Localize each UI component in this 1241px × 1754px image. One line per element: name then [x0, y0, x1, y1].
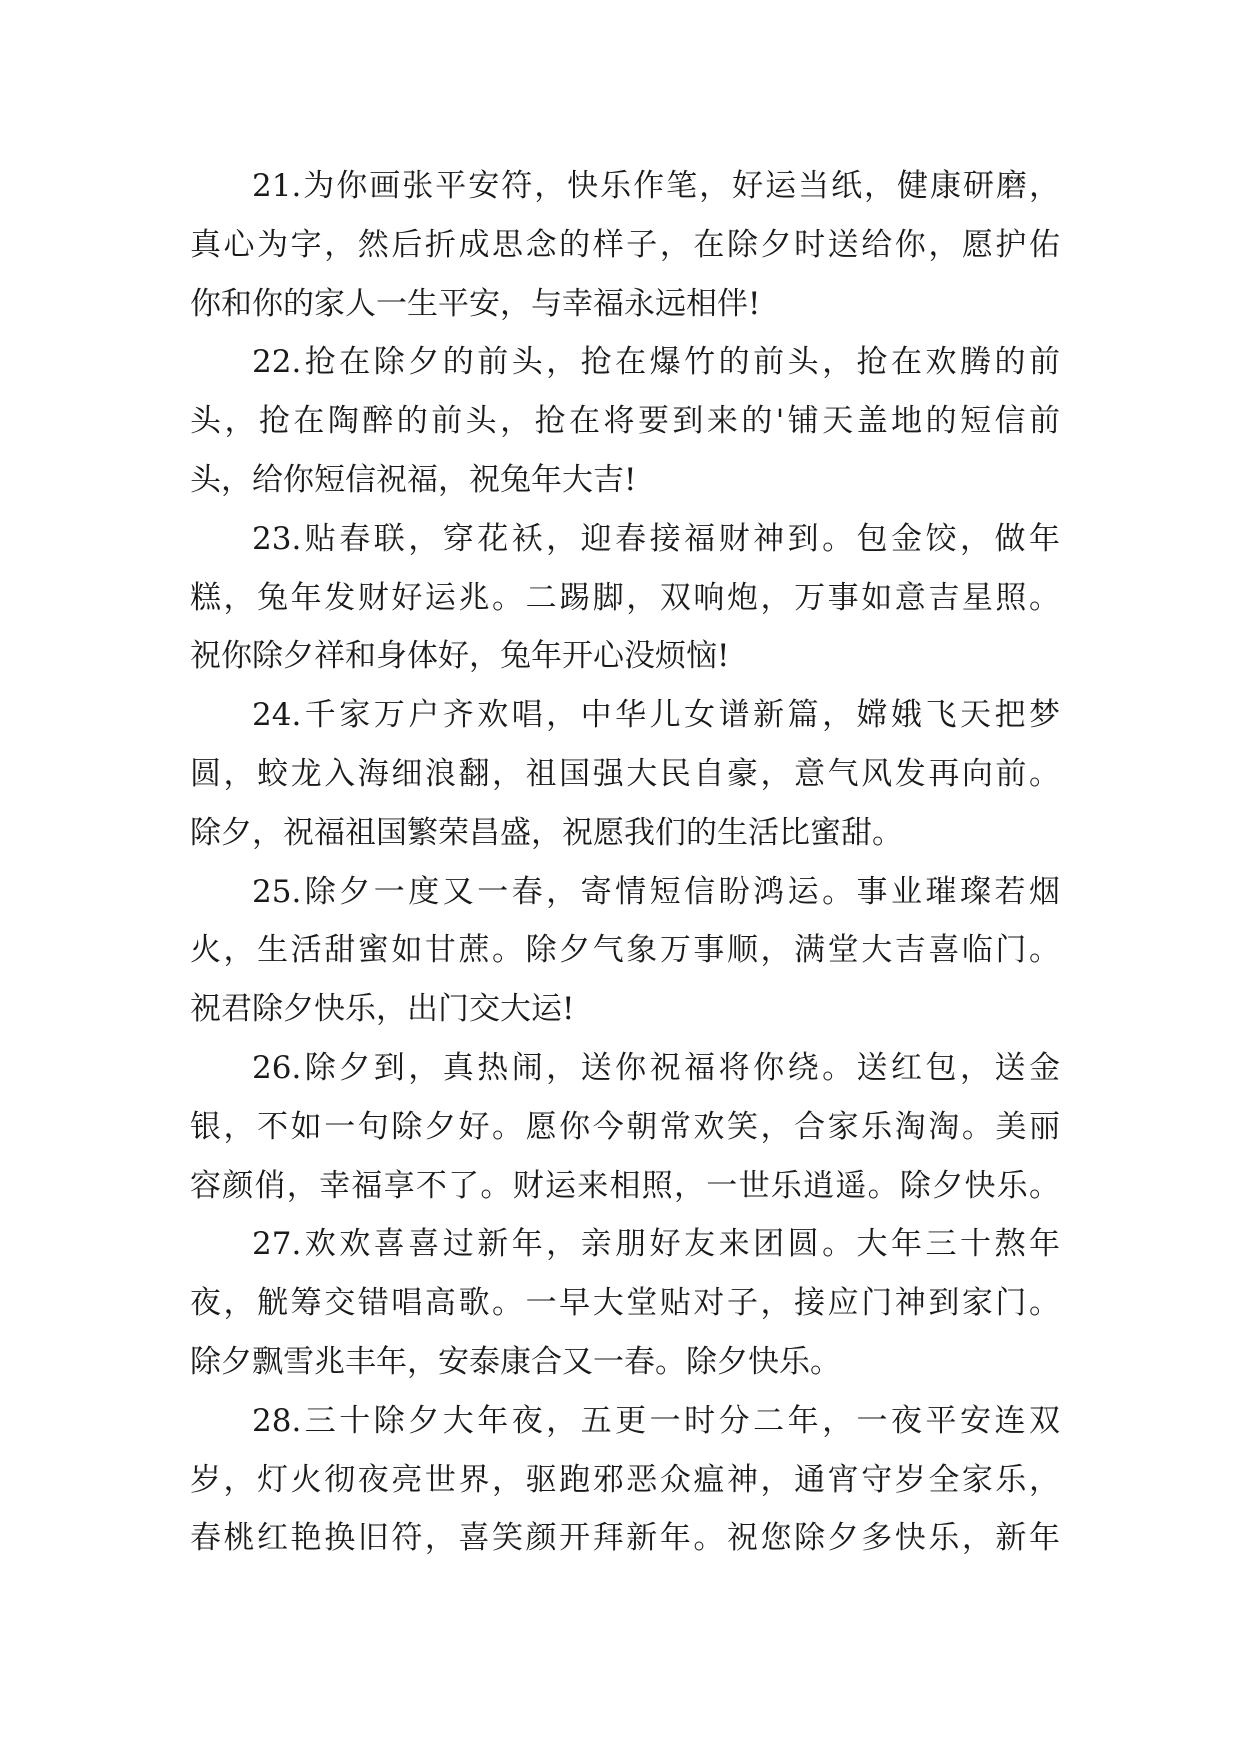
paragraph-line: 24.千家万户齐欢唱，中华儿女谱新篇，嫦娥飞天把梦: [252, 697, 1060, 734]
paragraph-line: 容颜俏，幸福享不了。财运来相照，一世乐逍遥。除夕快乐。: [190, 1167, 1060, 1204]
paragraph-line: 你和你的家人一生平安，与幸福永远相伴!: [190, 285, 761, 322]
paragraph-line: 28.三十除夕大年夜，五更一时分二年，一夜平安连双: [252, 1402, 1060, 1439]
paragraph-line: 头，给你短信祝福，祝兔年大吉!: [190, 461, 637, 498]
paragraph-24: [190, 686, 1060, 862]
paragraph-26: [190, 1039, 1060, 1215]
paragraph-22: [190, 333, 1060, 509]
paragraph-line: 25.除夕一度又一春，寄情短信盼鸿运。事业璀璨若烟: [252, 873, 1060, 910]
paragraph-21: [190, 157, 1060, 333]
paragraph-line: 岁，灯火彻夜亮世界，驱跑邪恶众瘟神，通宵守岁全家乐，: [190, 1461, 1060, 1498]
paragraph-line: 26.除夕到，真热闹，送你祝福将你绕。送红包，送金: [252, 1049, 1060, 1086]
paragraph-line: 除夕，祝福祖国繁荣昌盛，祝愿我们的生活比蜜甜。: [190, 814, 903, 851]
paragraph-line: 祝君除夕快乐，出门交大运!: [190, 991, 575, 1028]
paragraph-28: [190, 1392, 1060, 1568]
paragraph-line: 夜，觥筹交错唱高歌。一早大堂贴对子，接应门神到家门。: [190, 1285, 1060, 1322]
paragraph-25: [190, 863, 1060, 1039]
paragraph-line: 银，不如一句除夕好。愿你今朝常欢笑，合家乐淘淘。美丽: [190, 1108, 1060, 1145]
paragraph-line: 22.抢在除夕的前头，抢在爆竹的前头，抢在欢腾的前: [252, 344, 1060, 381]
document-body: [190, 157, 1060, 1568]
paragraph-line: 真心为字，然后折成思念的样子，在除夕时送给你，愿护佑: [190, 226, 1060, 263]
paragraph-line: 21.为你画张平安符，快乐作笔，好运当纸，健康研磨，: [252, 168, 1060, 204]
paragraph-line: 头，抢在陶醉的前头，抢在将要到来的'铺天盖地的短信前: [190, 403, 1060, 440]
paragraph-line: 除夕飘雪兆丰年，安泰康合又一春。除夕快乐。: [190, 1343, 841, 1380]
paragraph-line: 春桃红艳换旧符，喜笑颜开拜新年。祝您除夕多快乐，新年: [190, 1520, 1060, 1557]
paragraph-line: 23.贴春联，穿花袄，迎春接福财神到。包金饺，做年: [252, 520, 1060, 557]
paragraph-27: [190, 1215, 1060, 1391]
paragraph-line: 祝你除夕祥和身体好，兔年开心没烦恼!: [190, 638, 730, 675]
paragraph-23: [190, 510, 1060, 686]
paragraph-line: 糕，兔年发财好运兆。二踢脚，双响炮，万事如意吉星照。: [190, 579, 1060, 616]
paragraph-line: 火，生活甜蜜如甘蔗。除夕气象万事顺，满堂大吉喜临门。: [190, 932, 1060, 969]
paragraph-line: 圆，蛟龙入海细浪翻，祖国强大民自豪，意气风发再向前。: [190, 755, 1060, 792]
paragraph-line: 27.欢欢喜喜过新年，亲朋好友来团圆。大年三十熬年: [252, 1226, 1060, 1263]
